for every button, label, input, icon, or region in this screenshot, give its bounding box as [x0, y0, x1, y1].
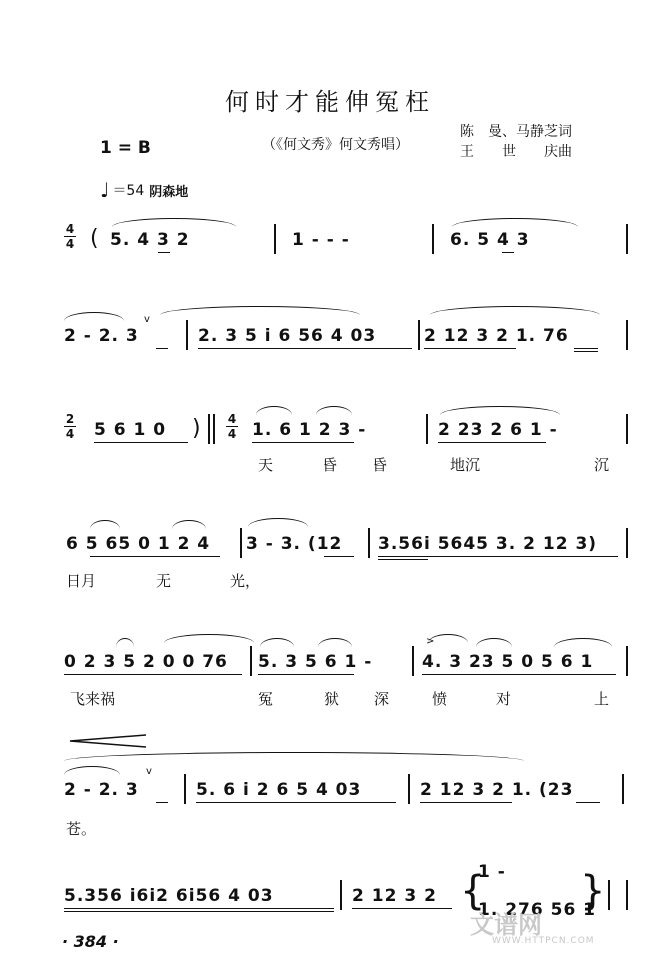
- key-signature: 1 = B: [100, 138, 151, 158]
- measure: 1. 6 1 2 3 -: [252, 420, 367, 440]
- measure: 2 - 2. 3: [64, 326, 139, 346]
- lyrics-line-4: 日月 无 光，: [66, 572, 261, 590]
- score-line-4: [60, 528, 630, 560]
- score-line-6: v 2 - 2. 3 5. 6 i 2 6 5 4 03 2 12 3 2 1. (23: [60, 774, 630, 806]
- tempo-value: ＝54: [112, 183, 145, 199]
- score-line-2: v 2 - 2. 3 2. 3 5 i 6 56 4 03 2 12 3 2 1. 76: [60, 320, 630, 352]
- expression-mark: 阴森地: [149, 184, 189, 200]
- watermark-logo: 文谱网: [470, 911, 542, 939]
- measure: 3.56i 5645 3. 2 12 3): [378, 534, 598, 554]
- lyrics-line-6: 苍。: [66, 820, 97, 838]
- measure: 1 - - -: [292, 230, 350, 250]
- measure: 5. 6 i 2 6 5 4 03: [196, 780, 362, 800]
- measure: 0 2 3 5 2 0 0 76: [64, 652, 228, 672]
- time-signature: 4 4: [227, 412, 237, 441]
- credits: [460, 122, 572, 162]
- source-note: （《何文秀》何文秀唱）: [262, 137, 409, 153]
- measure: 5.356 i6i2 6i56 4 03: [64, 886, 274, 906]
- time-signature: 2 4: [65, 412, 75, 441]
- watermark-url: WWW.HTTPCN.COM: [492, 936, 595, 946]
- tempo-marking: [100, 180, 188, 200]
- score-line-3: 2 4 5 6 1 0 ) 4 4 1. 6 1 2 3 - 2 23 2 6 1 -: [60, 414, 630, 446]
- measure: 2 12 3 2 1. 76: [424, 326, 569, 346]
- composer-credit: 王 世 庆曲: [460, 144, 572, 160]
- page-number: · 384 ·: [62, 932, 119, 951]
- measure: 4. 3 23 5 0 5 6 1: [422, 652, 594, 672]
- measure: 3 - 3. (12: [246, 534, 343, 554]
- measure: 5 6 1 0: [94, 420, 167, 440]
- time-signature: 4 4: [65, 222, 75, 251]
- measure: 6 5 65 0 1 2 4: [66, 534, 211, 554]
- measure: 2 23 2 6 1 -: [438, 420, 558, 440]
- measure: 2 12 3 2 1. (23: [420, 780, 574, 800]
- score-line-1: 4 4 ( 5. 4 3 2 1 - - - 6. 5 4 3: [60, 224, 630, 256]
- ending-alternative-1: 1 -: [478, 862, 506, 882]
- measure: 5. 3 5 6 1 -: [258, 652, 373, 672]
- score-line-7: 5.356 i6i2 6i56 4 03 2 12 3 2 { 1 - 1. 276 56 1 }: [60, 880, 630, 912]
- measure: 6. 5 4 3: [450, 230, 530, 250]
- quarter-note-icon: ♩: [100, 178, 110, 202]
- measure: 2 - 2. 3: [64, 780, 139, 800]
- measure: 5. 4 3 2: [110, 230, 190, 250]
- measure: 2. 3 5 i 6 56 4 03: [198, 326, 377, 346]
- lyricist-credit: 陈 曼、马静芝词: [460, 124, 572, 140]
- song-title: 何时才能伸冤枉: [225, 88, 435, 116]
- measure: 2 12 3 2: [352, 886, 437, 906]
- lyrics-line-5: 飞来祸 冤 狱 深 愤 对 上: [70, 690, 610, 708]
- score-line-5: 0 2 3 5 2 0 0 76 5. 3 5 6 1 - > 4. 3 23 5 0 5 6 1: [60, 646, 630, 678]
- lyrics-line-3: 天 昏 昏 地沉 沉: [258, 456, 610, 474]
- ending-alternative-2: 1. 276 56 1: [478, 900, 597, 920]
- crescendo-hairpin: [68, 734, 148, 748]
